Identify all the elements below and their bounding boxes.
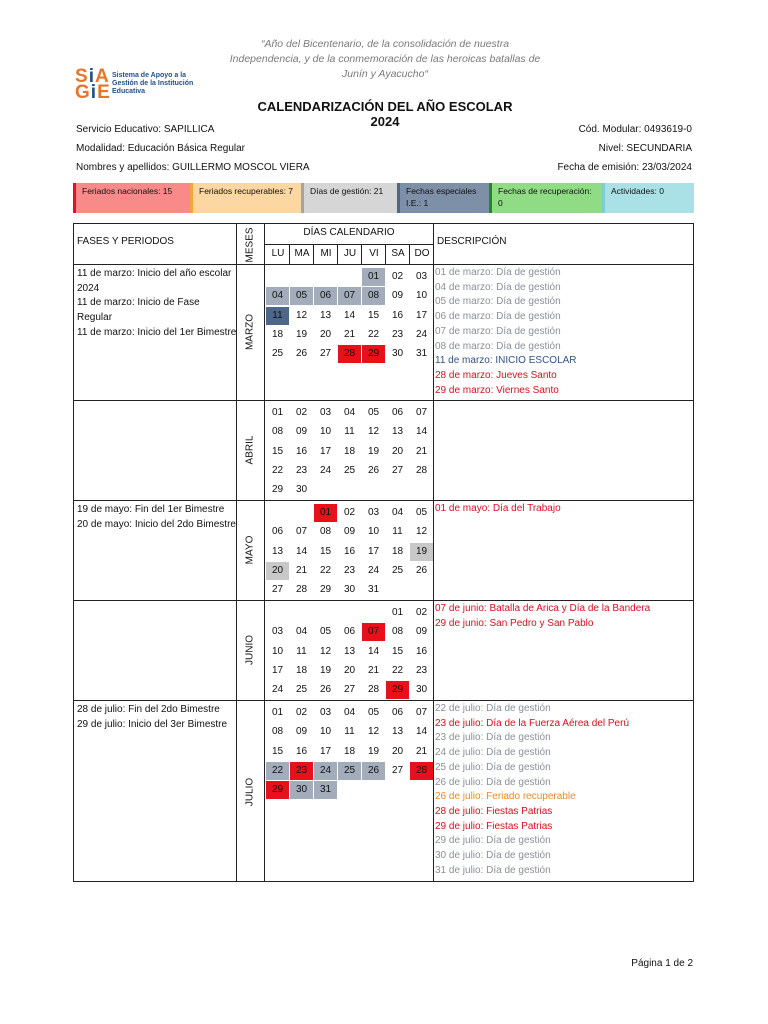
- legend-item: Feriados nacionales: 15: [73, 183, 190, 213]
- calendar-day: 27: [343, 684, 356, 696]
- calendar-day: 25: [295, 684, 308, 696]
- description-cell: [435, 502, 693, 517]
- calendar-day: 12: [367, 426, 380, 438]
- calendar-day: 20: [266, 562, 289, 580]
- calendar-day: 28: [295, 584, 308, 596]
- calendar-day: 05: [415, 507, 428, 518]
- calendar-day: 28: [367, 684, 380, 696]
- phase-text: 20 de mayo: Inicio del 2do Bimestre: [77, 518, 236, 530]
- calendar-day: 16: [295, 445, 308, 457]
- weekday-header: MA: [294, 248, 310, 259]
- calendar-day: 17: [319, 445, 332, 457]
- divider-dias: [433, 224, 434, 881]
- calendar-day: 15: [271, 445, 284, 457]
- calendar-day: 02: [343, 507, 356, 518]
- description-entry: 29 de julio: Día de gestión: [435, 835, 551, 847]
- calendar-day: 31: [415, 348, 428, 360]
- calendar-day: 22: [367, 328, 380, 340]
- calendar-day: 17: [319, 745, 332, 757]
- description-cell: [435, 702, 693, 878]
- calendar-day: 12: [295, 309, 308, 321]
- calendar-day: 06: [314, 287, 337, 305]
- calendar-day: 09: [391, 290, 404, 302]
- title-text: CALENDARIZACIÓN DEL AÑO ESCOLAR: [257, 99, 513, 114]
- calendar-day: 30: [295, 484, 308, 496]
- description-entry: 29 de marzo: Viernes Santo: [435, 384, 559, 396]
- title-year: 2024: [370, 114, 400, 129]
- calendar-day: 03: [319, 407, 332, 418]
- calendar-day: 06: [391, 407, 404, 418]
- calendar-day: 24: [367, 564, 380, 576]
- calendar-day: 26: [415, 564, 428, 576]
- calendar-day: 14: [415, 426, 428, 438]
- calendar-day: 05: [367, 707, 380, 718]
- calendar-day: 03: [271, 626, 284, 638]
- calendar-day: 01: [271, 407, 284, 418]
- description-cell: [435, 602, 693, 631]
- info-cod-modular: Cód. Modular: 0493619-0: [578, 124, 692, 135]
- calendar-day: 31: [367, 584, 380, 596]
- calendar-day: 27: [391, 764, 404, 776]
- calendar-day: 10: [319, 426, 332, 438]
- calendar-day: 06: [391, 707, 404, 718]
- phase-text: 11 de marzo: Inicio de Fase Regular: [77, 297, 200, 324]
- calendar-day: 05: [290, 287, 313, 305]
- description-entry: 29 de julio: Fiestas Patrias: [435, 820, 553, 832]
- calendar-day: 27: [271, 584, 284, 596]
- calendar-day: 16: [415, 645, 428, 657]
- calendar-day: 05: [319, 626, 332, 638]
- calendar-day: 26: [295, 348, 308, 360]
- calendar-day: 06: [343, 626, 356, 638]
- description-entry: 04 de marzo: Día de gestión: [435, 281, 561, 293]
- calendar-day: 07: [295, 526, 308, 538]
- calendar-day: 22: [391, 664, 404, 676]
- calendar-day: 20: [319, 328, 332, 340]
- calendar-day: 16: [295, 745, 308, 757]
- calendar-day: 31: [314, 781, 337, 799]
- phase-cell: [77, 267, 237, 341]
- calendar-day: 03: [415, 271, 428, 282]
- calendar-day: 18: [295, 664, 308, 676]
- calendar-day: 29: [386, 681, 409, 699]
- calendar-day: 20: [391, 745, 404, 757]
- info-nombres: Nombres y apellidos: GUILLERMO MOSCOL VIERA: [76, 162, 310, 173]
- calendar-day: 24: [415, 328, 428, 340]
- calendar-day: 04: [266, 287, 289, 305]
- header-quote: “Año del Bicentenario, de la consolidación de nuestra Independencia, y de la conmemoración de las heroicas batallas de Junín y Ayacucho“: [229, 38, 541, 80]
- calendar-day: 07: [338, 287, 361, 305]
- calendar-day: 06: [271, 526, 284, 538]
- header-descripcion: DESCRIPCIÓN: [437, 236, 507, 247]
- calendar-day: 30: [391, 348, 404, 360]
- calendar-day: 15: [271, 745, 284, 757]
- logo-sia: SiA: [75, 66, 110, 87]
- calendar-day: 25: [338, 762, 361, 780]
- description-entry: 28 de julio: Fiestas Patrias: [435, 805, 553, 817]
- calendar-day: 08: [391, 626, 404, 638]
- logo-gie: GiE: [75, 82, 111, 103]
- weekday-header: LU: [271, 248, 285, 259]
- calendar-day: 29: [271, 484, 284, 496]
- calendar-day: 12: [367, 726, 380, 738]
- description-entry: 05 de marzo: Día de gestión: [435, 296, 561, 308]
- calendar-day: 04: [295, 626, 308, 638]
- calendar-day: 20: [343, 664, 356, 676]
- calendar-day: 11: [344, 426, 355, 438]
- description-entry: 06 de marzo: Día de gestión: [435, 311, 561, 323]
- weekday-header: DO: [414, 248, 430, 259]
- weekday-header: JU: [343, 248, 357, 259]
- calendar-day: 08: [271, 726, 284, 738]
- description-cell: [435, 266, 693, 398]
- calendar-day: 23: [391, 328, 404, 340]
- header-fases: FASES Y PERIODOS: [77, 236, 174, 247]
- calendar-day: 23: [415, 664, 428, 676]
- calendar-day: 13: [319, 309, 332, 321]
- calendar-day: 11: [296, 645, 307, 657]
- legend-item: Días de gestión: 21: [301, 183, 397, 213]
- month-name: JUNIO: [244, 635, 256, 665]
- calendar-day: 12: [319, 645, 332, 657]
- page-number: Página 1 de 2: [631, 958, 693, 969]
- calendar-day: 27: [319, 348, 332, 360]
- calendar-day: 30: [343, 584, 356, 596]
- calendar-day: 19: [367, 445, 380, 457]
- month-separator: [74, 400, 693, 401]
- calendar-day: 10: [319, 726, 332, 738]
- calendar-day: 09: [295, 726, 308, 738]
- description-entry: 29 de junio: San Pedro y San Pablo: [435, 617, 594, 629]
- calendar-day: 25: [271, 348, 284, 360]
- calendar-day: 29: [362, 345, 385, 363]
- calendar-day: 07: [362, 623, 385, 641]
- calendar-day: 18: [343, 445, 356, 457]
- document-title: [210, 99, 560, 129]
- calendar-day: 30: [415, 684, 428, 696]
- calendar-day: 05: [367, 407, 380, 418]
- calendar-day: 08: [362, 287, 385, 305]
- calendar-day: 17: [271, 664, 284, 676]
- weekday-header: SA: [391, 248, 405, 259]
- calendar-day: 03: [367, 507, 380, 518]
- calendar-day: 17: [367, 545, 380, 557]
- calendar-day: 03: [319, 707, 332, 718]
- calendar-day: 26: [319, 684, 332, 696]
- calendar-day: 26: [362, 762, 385, 780]
- calendar-table: [73, 223, 694, 882]
- calendar-day: 12: [415, 526, 428, 538]
- header-separator: [74, 264, 693, 265]
- calendar-day: 10: [415, 290, 428, 302]
- logo-tagline: Sistema de Apoyo a la Gestión de la Institución Educativa: [112, 72, 194, 95]
- calendar-day: 21: [415, 745, 428, 757]
- calendar-day: 22: [271, 464, 284, 476]
- calendar-day: 18: [343, 745, 356, 757]
- calendar-day: 08: [271, 426, 284, 438]
- calendar-day: 10: [367, 526, 380, 538]
- weekday-divider: [409, 244, 410, 264]
- weekday-header: VI: [369, 248, 379, 259]
- calendar-day: 30: [290, 781, 313, 799]
- description-entry: 31 de julio: Día de gestión: [435, 864, 551, 876]
- calendar-day: 11: [344, 726, 355, 738]
- calendar-day: 23: [290, 762, 313, 780]
- calendar-day: 22: [319, 564, 332, 576]
- calendar-day: 07: [415, 407, 428, 418]
- phase-text: 19 de mayo: Fin del 1er Bimestre: [77, 504, 225, 515]
- month-name: ABRIL: [244, 435, 256, 465]
- description-entry: 28 de marzo: Jueves Santo: [435, 369, 557, 381]
- calendar-day: 19: [295, 328, 308, 340]
- calendar-day: 10: [271, 645, 284, 657]
- legend-item: Actividades: 0: [602, 183, 694, 213]
- calendar-day: 02: [415, 607, 428, 618]
- calendar-day: 24: [319, 464, 332, 476]
- description-entry: 23 de julio: Día de la Fuerza Aérea del Perú: [435, 717, 630, 729]
- phase-text: 29 de julio: Inicio del 3er Bimestre: [77, 718, 228, 730]
- calendar-day: 25: [343, 464, 356, 476]
- calendar-day: 04: [391, 507, 404, 518]
- calendar-day: 29: [319, 584, 332, 596]
- calendar-day: 19: [410, 543, 433, 561]
- description-entry: 25 de julio: Día de gestión: [435, 761, 551, 773]
- header-dias: DÍAS CALENDARIO: [303, 227, 395, 238]
- calendar-day: 02: [391, 271, 404, 282]
- calendar-day: 09: [295, 426, 308, 438]
- calendar-day: 07: [415, 707, 428, 718]
- calendar-day: 20: [391, 445, 404, 457]
- calendar-day: 18: [271, 328, 284, 340]
- description-entry: 24 de julio: Día de gestión: [435, 747, 551, 759]
- month-name: JULIO: [244, 777, 256, 806]
- calendar-day: 01: [271, 707, 284, 718]
- calendar-day: 19: [319, 664, 332, 676]
- calendar-day: 15: [319, 545, 332, 557]
- divider-meses: [264, 224, 265, 881]
- calendar-day: 01: [362, 268, 385, 286]
- description-entry: 07 de junio: Batalla de Arica y Día de la Bandera: [435, 603, 651, 614]
- description-entry: 11 de marzo: INICIO ESCOLAR: [435, 355, 577, 367]
- calendar-day: 14: [415, 726, 428, 738]
- description-entry: 22 de julio: Día de gestión: [435, 703, 551, 714]
- phase-cell: [77, 703, 237, 732]
- calendar-day: 21: [343, 328, 356, 340]
- description-entry: 26 de julio: Feriado recuperable: [435, 791, 576, 803]
- calendar-day: 08: [319, 526, 332, 538]
- calendar-day: 02: [295, 707, 308, 718]
- month-separator: [74, 700, 693, 701]
- description-entry: 01 de mayo: Día del Trabajo: [435, 503, 561, 514]
- calendar-day: 14: [367, 645, 380, 657]
- calendar-day: 09: [415, 626, 428, 638]
- calendar-day: 13: [271, 545, 284, 557]
- calendar-day: 14: [343, 309, 356, 321]
- info-fecha-emision: Fecha de emisión: 23/03/2024: [557, 162, 692, 173]
- phase-cell: [77, 503, 237, 532]
- info-nivel: Nivel: SECUNDARIA: [598, 143, 692, 154]
- description-entry: 30 de julio: Día de gestión: [435, 850, 551, 862]
- calendar-day: 21: [415, 445, 428, 457]
- calendar-day: 13: [391, 426, 404, 438]
- calendar-day: 21: [295, 564, 308, 576]
- calendar-day: 04: [343, 707, 356, 718]
- calendar-day: 15: [391, 645, 404, 657]
- calendar-day: 25: [391, 564, 404, 576]
- calendar-day: 24: [314, 762, 337, 780]
- month-name: MARZO: [244, 313, 256, 351]
- calendar-day: 24: [271, 684, 284, 696]
- calendar-day: 01: [314, 504, 337, 522]
- info-modalidad: Modalidad: Educación Básica Regular: [76, 143, 245, 154]
- calendar-day: 21: [367, 664, 380, 676]
- month-separator: [74, 500, 693, 501]
- calendar-day: 17: [415, 309, 428, 321]
- calendar-day: 18: [391, 545, 404, 557]
- description-entry: 07 de marzo: Día de gestión: [435, 325, 561, 337]
- calendar-day: 23: [343, 564, 356, 576]
- calendar-day: 13: [343, 645, 356, 657]
- legend-bar: [73, 183, 694, 213]
- weekday-divider: [361, 244, 362, 264]
- month-name: MAYO: [244, 535, 256, 565]
- calendar-day: 11: [266, 307, 289, 325]
- info-servicio: Servicio Educativo: SAPILLICA: [76, 124, 215, 135]
- description-entry: 23 de julio: Día de gestión: [435, 732, 551, 744]
- header-meses: MESES: [244, 227, 256, 263]
- calendar-day: 29: [266, 781, 289, 799]
- weekday-divider: [289, 244, 290, 264]
- phase-text: 11 de marzo: Inicio del 1er Bimestre: [77, 326, 237, 338]
- description-entry: 26 de julio: Día de gestión: [435, 776, 551, 788]
- legend-item: Fechas especiales I.E.: 1: [397, 183, 489, 213]
- calendar-day: 26: [367, 464, 380, 476]
- siagie-logo: [75, 68, 195, 102]
- calendar-day: 14: [295, 545, 308, 557]
- calendar-day: 16: [391, 309, 404, 321]
- calendar-day: 09: [343, 526, 356, 538]
- legend-item: Feriados recuperables: 7: [190, 183, 301, 213]
- calendar-day: 27: [391, 464, 404, 476]
- calendar-day: 22: [266, 762, 289, 780]
- calendar-day: 15: [367, 309, 380, 321]
- description-entry: 01 de marzo: Día de gestión: [435, 267, 561, 278]
- weekday-divider: [385, 244, 386, 264]
- calendar-day: 19: [367, 745, 380, 757]
- weekday-header: MI: [320, 248, 332, 259]
- calendar-day: 02: [295, 407, 308, 418]
- calendar-day: 28: [415, 464, 428, 476]
- weekday-divider: [313, 244, 314, 264]
- phase-text: 28 de julio: Fin del 2do Bimestre: [77, 704, 220, 715]
- calendar-day: 16: [343, 545, 356, 557]
- calendar-day: 01: [391, 607, 404, 618]
- weekday-divider: [337, 244, 338, 264]
- legend-item: Fechas de recuperación: 0: [489, 183, 602, 213]
- month-separator: [74, 600, 693, 601]
- calendar-day: 23: [295, 464, 308, 476]
- calendar-day: 11: [392, 526, 403, 538]
- calendar-day: 28: [338, 345, 361, 363]
- calendar-day: 04: [343, 407, 356, 418]
- calendar-day: 13: [391, 726, 404, 738]
- calendar-day: 28: [410, 762, 433, 780]
- description-entry: 08 de marzo: Día de gestión: [435, 340, 561, 352]
- phase-text: 11 de marzo: Inicio del año escolar 2024: [77, 268, 232, 294]
